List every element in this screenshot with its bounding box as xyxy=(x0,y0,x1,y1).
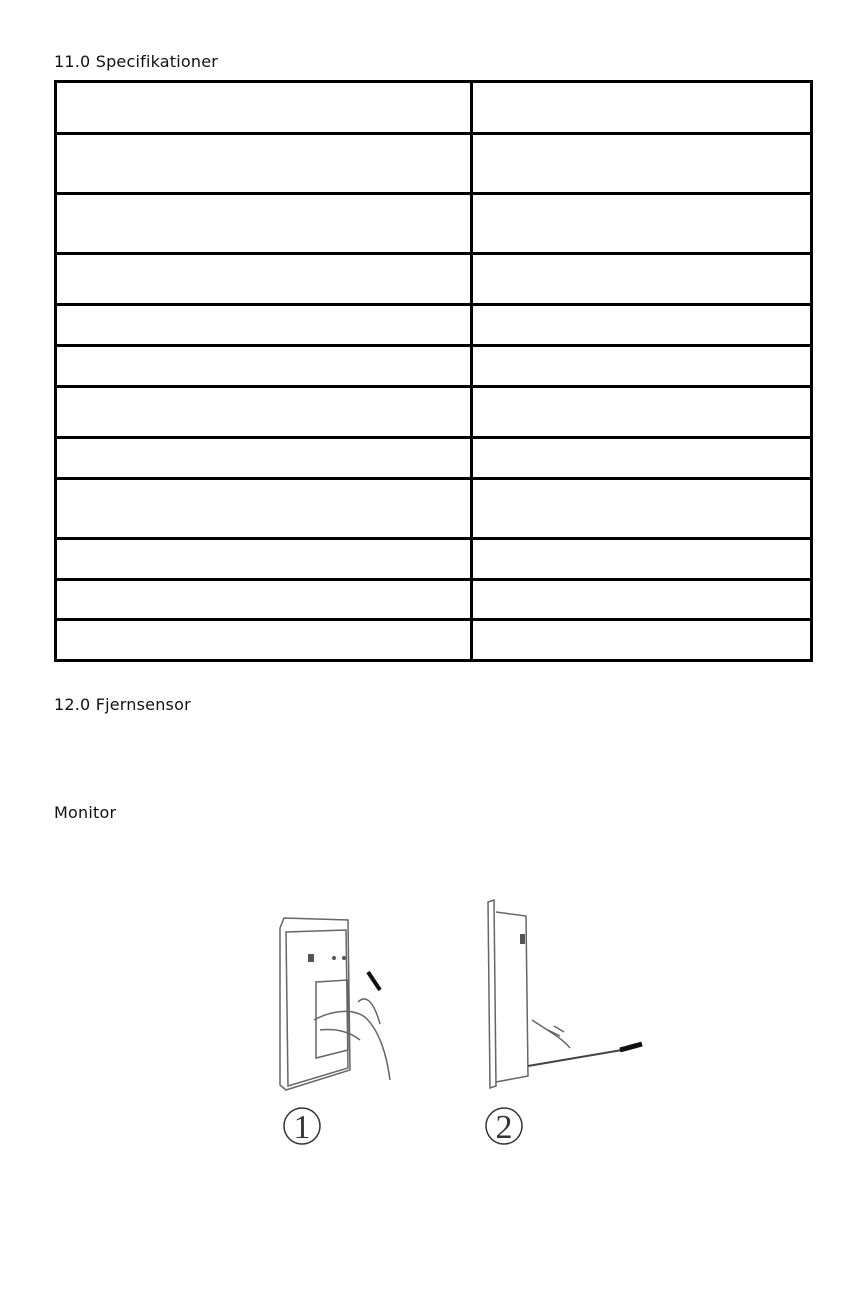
table-row xyxy=(56,346,812,387)
table-cell xyxy=(56,82,472,134)
table-cell xyxy=(56,134,472,194)
table-row xyxy=(56,387,812,438)
section-heading-remote-sensor: 12.0 Fjernsensor xyxy=(54,695,191,714)
monitor-label: Monitor xyxy=(54,803,117,822)
table-cell xyxy=(56,305,472,346)
table-cell xyxy=(472,82,812,134)
table-cell xyxy=(472,305,812,346)
table-row xyxy=(56,539,812,580)
table-cell xyxy=(472,194,812,254)
table-cell xyxy=(56,254,472,305)
table-cell xyxy=(56,194,472,254)
table-cell xyxy=(472,539,812,580)
table-cell xyxy=(472,346,812,387)
table-row xyxy=(56,479,812,539)
table-cell xyxy=(56,539,472,580)
table-row xyxy=(56,305,812,346)
specifications-table xyxy=(54,80,813,662)
table-row xyxy=(56,82,812,134)
table-cell xyxy=(472,479,812,539)
step-2-illustration xyxy=(488,900,642,1088)
table-row xyxy=(56,620,812,661)
table-row xyxy=(56,580,812,620)
table-row xyxy=(56,134,812,194)
table-cell xyxy=(56,479,472,539)
section-heading-specifications: 11.0 Specifikationer xyxy=(54,52,219,71)
table-row xyxy=(56,438,812,479)
table-cell xyxy=(472,580,812,620)
table-cell xyxy=(472,134,812,194)
table-cell xyxy=(56,580,472,620)
table-cell xyxy=(472,254,812,305)
table-cell xyxy=(56,346,472,387)
table-cell xyxy=(472,438,812,479)
step-2-label: 2 xyxy=(495,1109,513,1146)
table-cell xyxy=(56,438,472,479)
table-cell xyxy=(56,387,472,438)
table-row xyxy=(56,194,812,254)
step-1-illustration xyxy=(280,918,390,1090)
table-row xyxy=(56,254,812,305)
table-cell xyxy=(472,620,812,661)
installation-illustration xyxy=(262,890,662,1160)
table-cell xyxy=(56,620,472,661)
table-cell xyxy=(472,387,812,438)
step-1-label: 1 xyxy=(293,1109,311,1146)
